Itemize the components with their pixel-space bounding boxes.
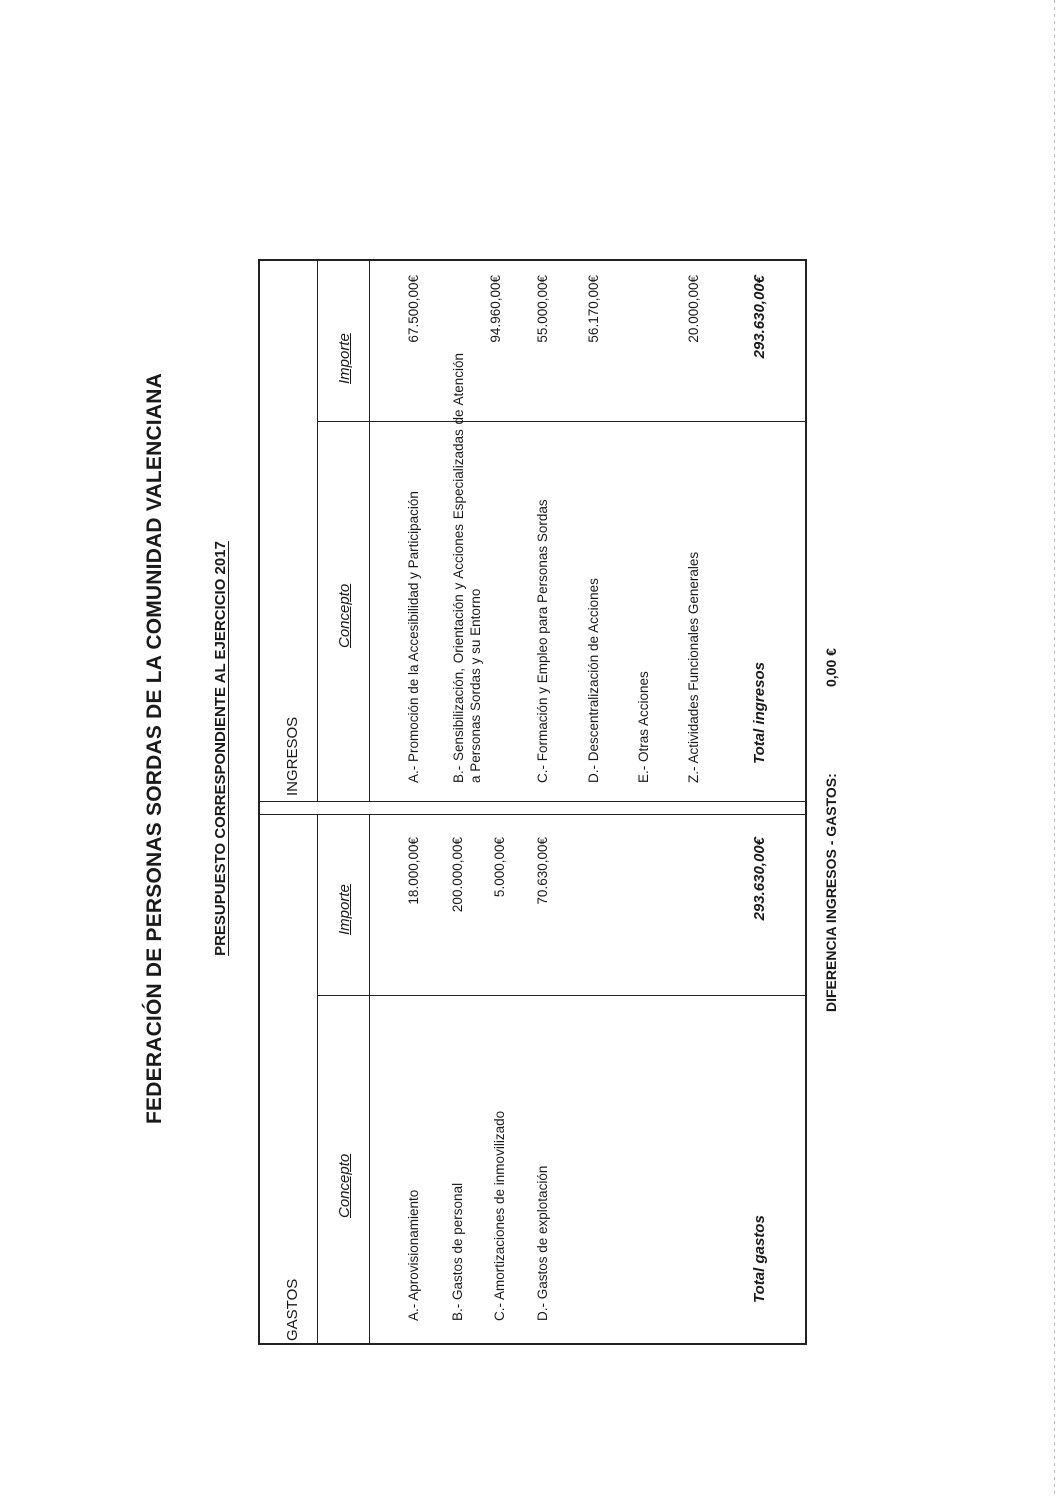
gastos-row-amount: 70.630,00€	[535, 837, 550, 905]
ingresos-row-concept: Z.- Actividades Funcionales Generales	[686, 551, 701, 783]
ingresos-total-label: Total ingresos	[751, 662, 768, 764]
gastos-amount-header-text: Importe	[336, 884, 353, 935]
gastos-section-line	[317, 815, 318, 1343]
ingresos-row-concept: E.- Otras Acciones	[636, 671, 651, 783]
section-divider-right	[260, 801, 805, 802]
ingresos-total-amount: 293.630,00€	[751, 275, 768, 359]
gastos-section-label: GASTOS	[284, 1278, 301, 1341]
gastos-column-divider	[317, 995, 805, 996]
ingresos-amount-header	[336, 333, 353, 384]
ingresos-column-divider	[317, 421, 805, 422]
ingresos-row-amount: 55.000,00€	[535, 275, 550, 343]
document-title: FEDERACIÓN DE PERSONAS SORDAS DE LA COMUNIDAD VALENCIANA	[143, 373, 166, 1124]
ingresos-section-label: INGRESOS	[284, 716, 301, 796]
gastos-concept-header-text: Concepto	[336, 1153, 353, 1218]
difference-value: 0,00 €	[823, 648, 839, 687]
ingresos-row-concept: C.- Formación y Empleo para Personas Sordas	[535, 499, 550, 783]
ingresos-row-concept: A.- Promoción de la Accesibilidad y Participación	[406, 491, 421, 783]
gastos-row-amount: 5.000,00€	[492, 837, 507, 898]
ingresos-row-amount: 67.500,00€	[406, 275, 421, 343]
ingresos-row-amount: 20.000,00€	[686, 275, 701, 343]
gastos-concept-header	[336, 1154, 353, 1218]
gastos-total-label: Total gastos	[751, 1215, 768, 1303]
gastos-row-concept: C.- Amortizaciones de inmovilizado	[492, 1110, 507, 1321]
budget-table	[258, 259, 807, 1345]
ingresos-concept-header	[336, 584, 353, 648]
difference-label: DIFERENCIA INGRESOS - GASTOS:	[823, 773, 839, 1012]
ingresos-row-concept: B.- Sensibilización, Orientación y Acciones Especializadas de Atención a Personas Sordas y su Entorno	[451, 353, 483, 783]
ingresos-row-amount: 94.960,00€	[488, 275, 503, 343]
document-subtitle	[212, 0, 229, 1497]
gastos-header-line	[369, 815, 370, 1343]
ingresos-amount-header-text: Importe	[336, 333, 353, 384]
section-divider-left	[260, 814, 805, 815]
gastos-row-amount: 18.000,00€	[406, 837, 421, 905]
ingresos-row-amount: 56.170,00€	[586, 275, 601, 343]
ingresos-concept-header-text: Concepto	[336, 583, 353, 648]
gastos-row-amount: 200.000,00€	[450, 837, 465, 913]
ingresos-section-line	[317, 261, 318, 802]
gastos-amount-header	[336, 884, 353, 935]
ingresos-header-line	[369, 261, 370, 802]
gastos-row-concept: D.- Gastos de explotación	[535, 1165, 550, 1321]
ingresos-row-concept: D.- Descentralización de Acciones	[586, 578, 601, 783]
document-subtitle-text: PRESUPUESTO CORRESPONDIENTE AL EJERCICIO 2017	[212, 541, 229, 956]
gastos-row-concept: A.- Aprovisionamiento	[406, 1189, 421, 1321]
gastos-row-concept: B.- Gastos de personal	[450, 1182, 465, 1321]
gastos-total-amount: 293.630,00€	[751, 837, 768, 921]
